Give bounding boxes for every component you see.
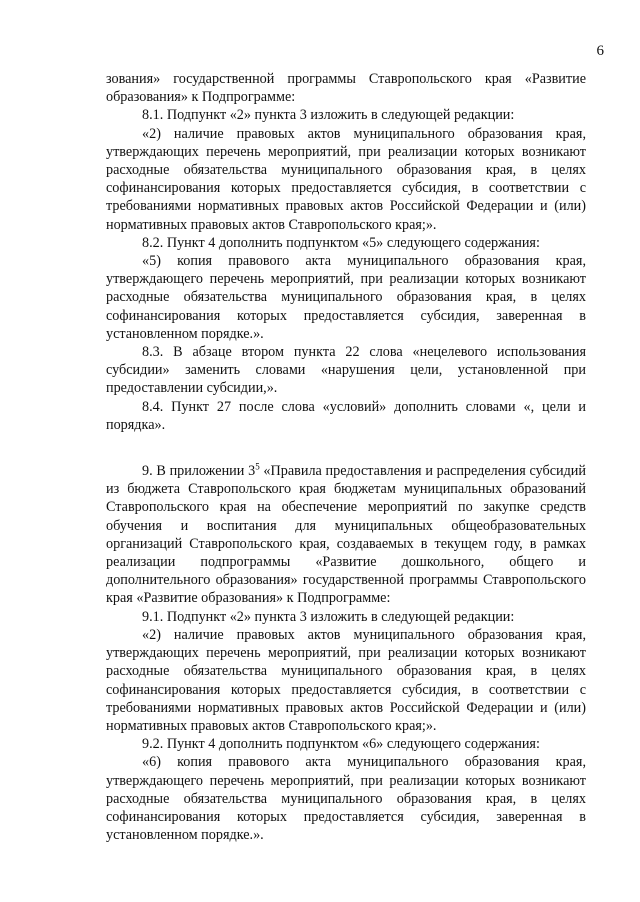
paragraph-9-2-text: «6) копия правового акта муниципального образования края, утверждающего перечень мероприятий, при реализации которых возникают расходные обязательства муниципального образования края, в целях софинансирования которых предоставляется субсидия, заверенная в установленном порядке.».	[106, 754, 586, 844]
paragraph-9-2: 9.2. Пункт 4 дополнить подпунктом «6» следующего содержания:	[142, 736, 540, 753]
section-gap	[106, 434, 586, 462]
appendix-superscript: 5	[255, 461, 260, 472]
page-number: 6	[596, 43, 604, 59]
paragraph-9-1-text: «2) наличие правовых актов муниципального образования края, утверждающих перечень мероприятий, при реализации которых возникают расходные обязательства муниципального образования края, в целях софинансирования которых предоставляется субсидия, в соответствии с требованиями нормативных правовых актов Российской Федерации и (или) нормативных правовых актов Ставропольского края;».	[106, 626, 586, 734]
paragraph-8-4: 8.4. Пункт 27 после слова «условий» дополнить словами «, цели и порядка».	[106, 398, 586, 433]
paragraph-continuation: зования» государственной программы Ставропольского края «Развитие образования» к Подпрограмме:	[106, 71, 586, 106]
paragraph-8-1: 8.1. Подпункт «2» пункта 3 изложить в следующей редакции:	[142, 107, 515, 124]
paragraph-9-intro	[106, 462, 586, 608]
section9-intro-start: 9. В приложении 3	[142, 463, 256, 480]
paragraph-8-2-text: «5) копия правового акта муниципального образования края, утверждающего перечень мероприятий, при реализации которых возникают расходные обязательства муниципального образования края, в целях софинансирования которых предоставляется субсидия, заверенная в установленном порядке.».	[106, 253, 586, 342]
document-body	[106, 70, 586, 844]
paragraph-8-2: 8.2. Пункт 4 дополнить подпунктом «5» следующего содержания:	[142, 234, 540, 251]
paragraph-8-3: 8.3. В абзаце втором пункта 22 слова «нецелевого использования субсидии» заменить словами «нарушения цели, установленной при предоставлении субсидии,».	[106, 344, 586, 397]
paragraph-9-1: 9.1. Подпункт «2» пункта 3 изложить в следующей редакции:	[142, 608, 515, 625]
paragraph-8-1-text: «2) наличие правовых актов муниципального образования края, утверждающих перечень мероприятий, при реализации которых возникают расходные обязательства муниципального образования края, в целях софинансирования которых предоставляется субсидия, в соответствии с требованиями нормативных правовых актов Российской Федерации и (или) нормативных правовых актов Ставропольского края;».	[106, 125, 586, 233]
section9-intro-rest: «Правила предоставления и распределения субсидий из бюджета Ставропольского края бюджетам муниципальных образований Ставропольского края на обеспечение мероприятий по закупке средств обучения и воспитания для муниципальных общеобразовательных организаций Ставропольского края, создаваемых в текущем году, в рамках реализации подпрограммы «Развитие дошкольного, общего и дополнительного образования» государственной программы Ставропольского края «Развитие образования» к Подпрограмме:	[106, 463, 586, 607]
